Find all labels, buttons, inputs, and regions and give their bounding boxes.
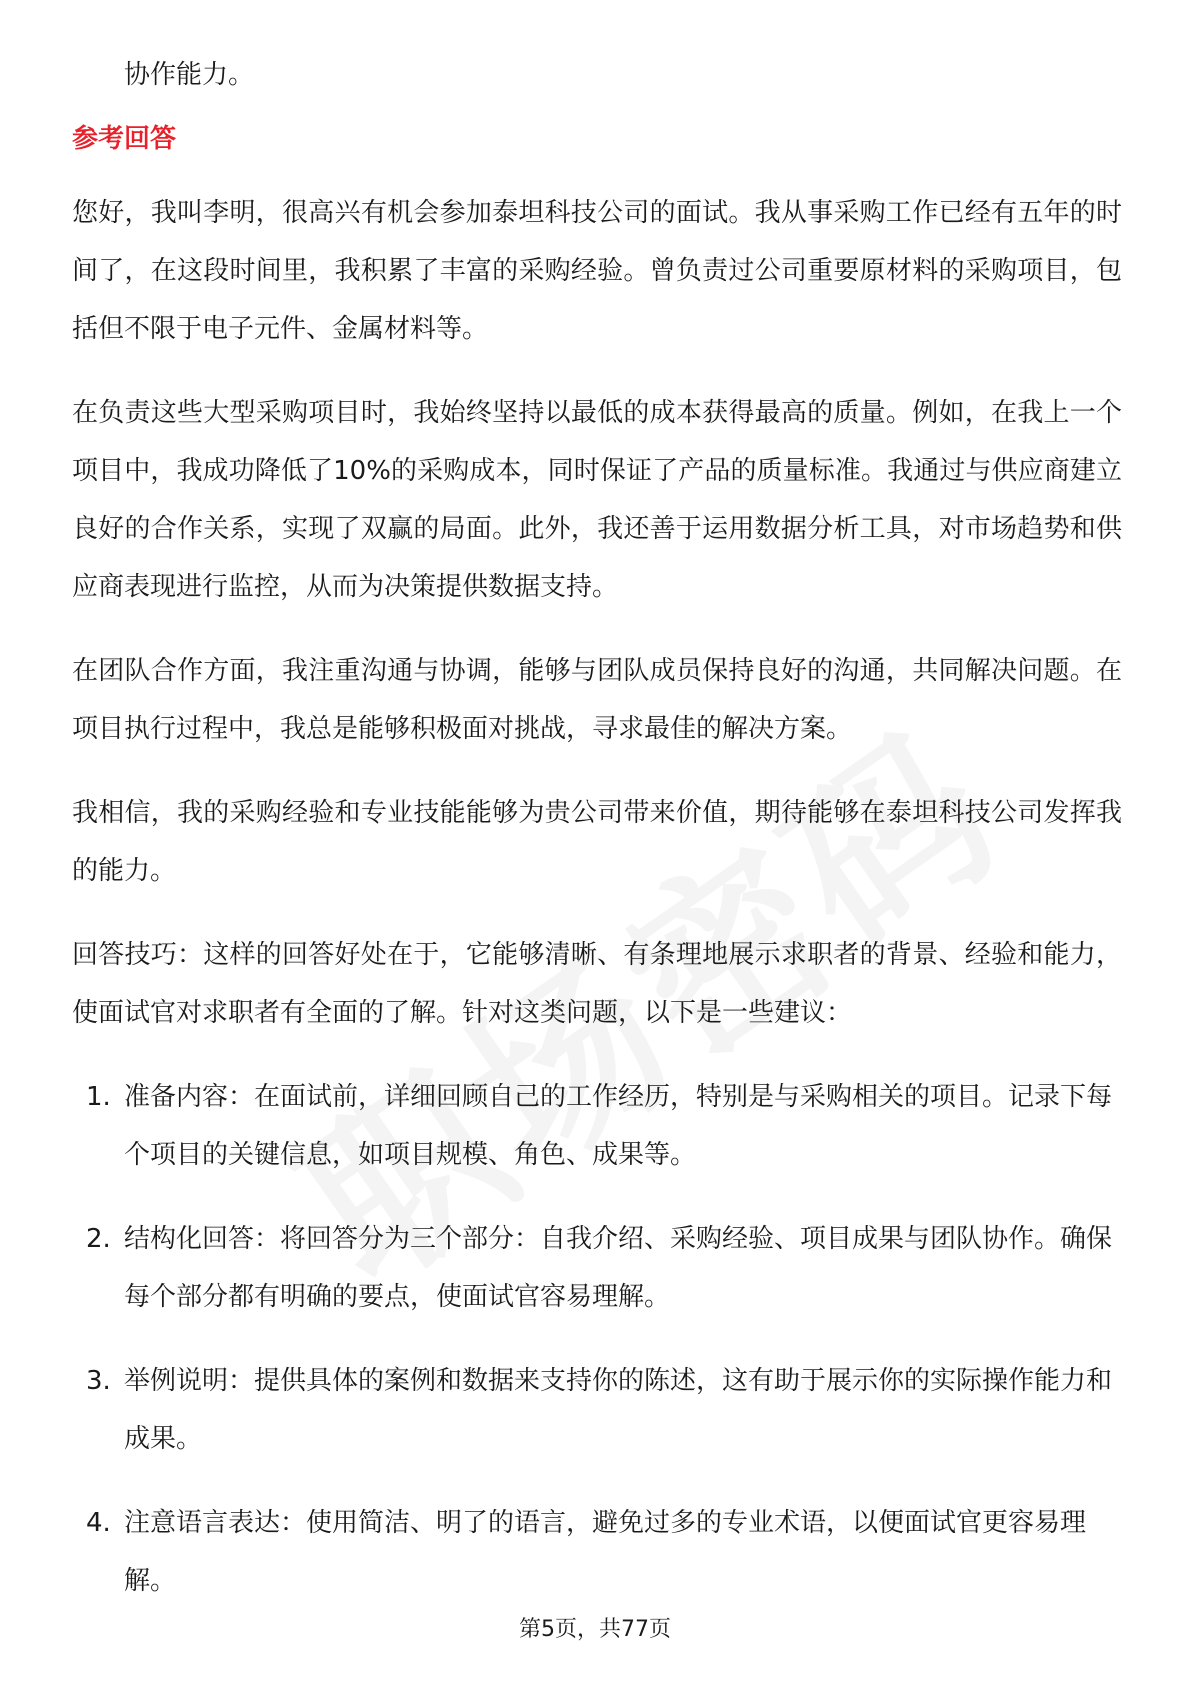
list-item	[72, 1068, 1122, 1184]
list-item-number: 4.	[86, 1508, 111, 1538]
page-content	[72, 48, 1122, 1636]
list-item-number: 1.	[86, 1082, 111, 1112]
paragraph-experience: 在负责这些大型采购项目时，我始终坚持以最低的成本获得最高的质量。例如，在我上一个项目中，我成功降低了10%的采购成本，同时保证了产品的质量标准。我通过与供应商建立良好的合作关系，实现了双赢的局面。此外，我还善于运用数据分析工具，对市场趋势和供应商表现进行监控，从而为决策提供数据支持。	[72, 398, 1122, 602]
section-title: 参考回答	[72, 124, 177, 154]
list-item	[72, 1210, 1122, 1326]
list-item-text: 准备内容：在面试前，详细回顾自己的工作经历，特别是与采购相关的项目。记录下每个项目的关键信息，如项目规模、角色、成果等。	[124, 1082, 1113, 1170]
paragraph-closing: 我相信，我的采购经验和专业技能能够为贵公司带来价值，期待能够在泰坦科技公司发挥我的能力。	[72, 798, 1122, 886]
paragraph-tips-intro: 回答技巧：这样的回答好处在于，它能够清晰、有条理地展示求职者的背景、经验和能力，使面试官对求职者有全面的了解。针对这类问题，以下是一些建议：	[72, 940, 1122, 1028]
tips-list	[72, 1068, 1122, 1610]
page-footer: 第5页，共77页	[519, 1617, 671, 1642]
continuation-text: 协作能力。	[124, 60, 255, 90]
paragraph-intro: 您好，我叫李明，很高兴有机会参加泰坦科技公司的面试。我从事采购工作已经有五年的时间了，在这段时间里，我积累了丰富的采购经验。曾负责过公司重要原材料的采购项目，包括但不限于电子元件、金属材料等。	[72, 198, 1122, 344]
list-item-number: 2.	[86, 1224, 111, 1254]
list-item-text: 注意语言表达：使用简洁、明了的语言，避免过多的专业术语，以便面试官更容易理解。	[124, 1508, 1087, 1596]
list-item-number: 3.	[86, 1366, 111, 1396]
list-item	[72, 1352, 1122, 1468]
list-item-text: 举例说明：提供具体的案例和数据来支持你的陈述，这有助于展示你的实际操作能力和成果。	[124, 1366, 1113, 1454]
list-item-text: 结构化回答：将回答分为三个部分：自我介绍、采购经验、项目成果与团队协作。确保每个部分都有明确的要点，使面试官容易理解。	[124, 1224, 1113, 1312]
paragraph-teamwork: 在团队合作方面，我注重沟通与协调，能够与团队成员保持良好的沟通，共同解决问题。在项目执行过程中，我总是能够积极面对挑战，寻求最佳的解决方案。	[72, 656, 1122, 744]
list-item	[72, 1494, 1122, 1610]
